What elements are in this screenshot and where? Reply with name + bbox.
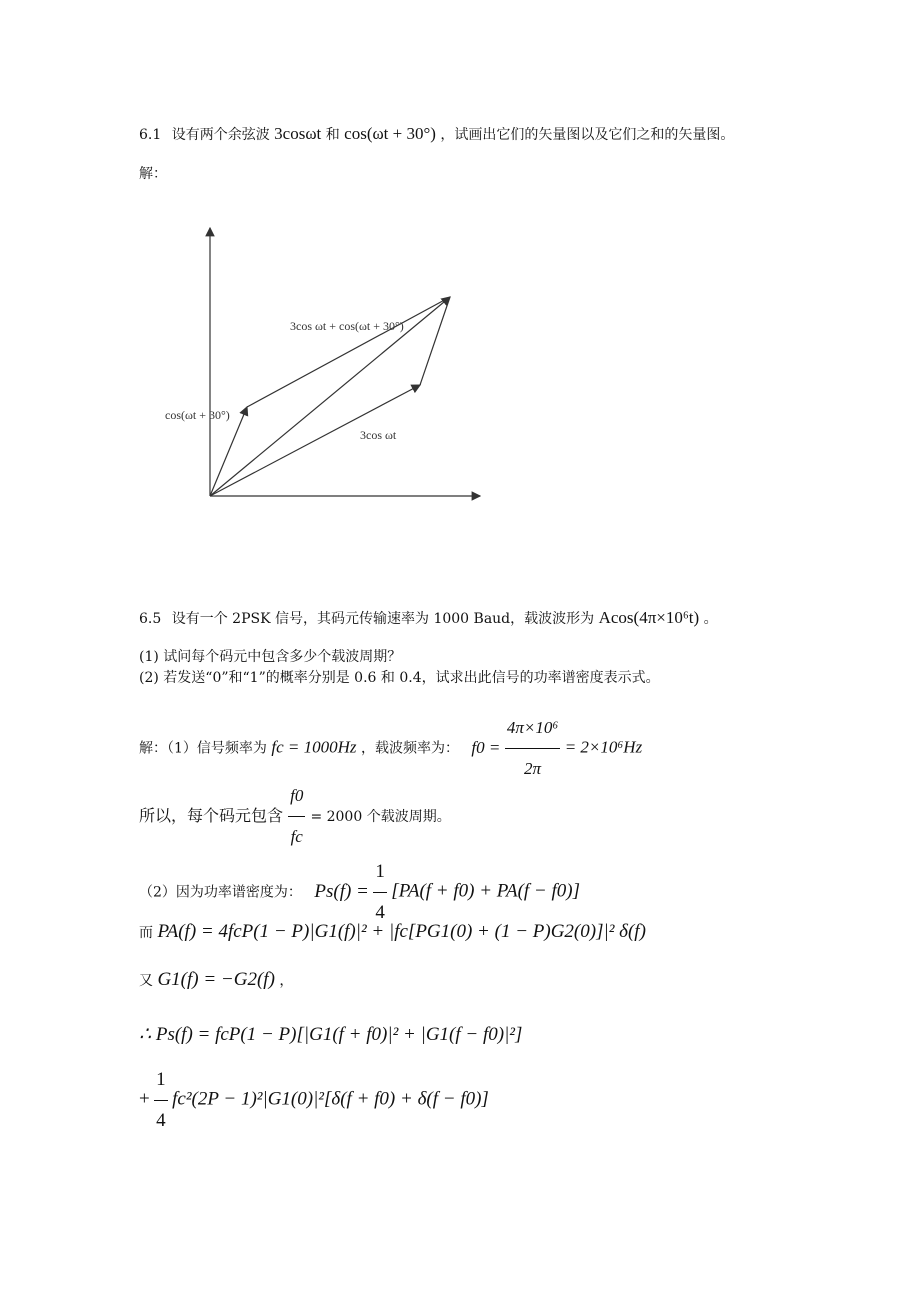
fraction-numerator: 1 xyxy=(154,1060,168,1101)
solution-text: 所以，每个码元包含 xyxy=(139,806,284,825)
fraction-quarter xyxy=(154,1060,168,1141)
solution-line-5 xyxy=(139,968,293,993)
problem-text: 设有两个余弦波 xyxy=(171,127,270,143)
problem-text: ，试画出它们的矢量图以及它们之和的矢量图。 xyxy=(440,127,735,143)
solution-text: （2）因为功率谱密度为： xyxy=(139,884,302,901)
fraction-f0-fc xyxy=(288,776,305,857)
parallelogram-side xyxy=(247,297,450,407)
math-term-a: 3cosωt xyxy=(274,124,322,143)
solution-line-2 xyxy=(139,776,451,857)
math-ps-result-2: fc²(2P − 1)²|G1(0)|²[δ(f + f0) + δ(f − f0)] xyxy=(172,1088,489,1110)
question-1: (1) 试问每个码元中包含多少个载波周期？ xyxy=(139,649,402,665)
math-f0-lhs: f0 = xyxy=(471,737,501,757)
problem-6-5-line xyxy=(139,608,718,629)
problem-text: 。 xyxy=(703,611,718,627)
math-ps-rhs: [PA(f + f0) + PA(f − f0)] xyxy=(391,880,580,902)
math-ps-result-1: ∴ Ps(f) = fcP(1 − P)[|G1(f + f0)|² + |G1(f − f0)|²] xyxy=(139,1024,523,1045)
problem-text: 和 xyxy=(325,127,340,143)
math-term-b: cos(ωt + 30°) xyxy=(344,124,436,143)
math-g-relation: G1(f) = −G2(f) xyxy=(157,969,275,990)
problem-6-1-line xyxy=(139,124,734,145)
fraction-f0 xyxy=(505,708,560,789)
fraction-numerator: 4π×10⁶ xyxy=(505,708,560,749)
solution-line-7 xyxy=(139,1060,489,1141)
fraction-denominator: fc xyxy=(290,827,303,846)
solution-text: ， xyxy=(279,973,294,989)
fraction-denominator: 4 xyxy=(156,1110,166,1131)
solution-line-6 xyxy=(139,1022,522,1049)
solution-text: 又 xyxy=(139,973,153,989)
problem-text: 设有一个 2PSK 信号，其码元传输速率为 1000 Baud，载波波形为 xyxy=(171,611,595,627)
problem-number: 6.5 xyxy=(139,611,162,627)
solution-text: = 2000 个载波周期。 xyxy=(310,809,451,825)
label-a: 3cos ωt xyxy=(360,428,397,442)
math-fc: fc = 1000Hz xyxy=(271,737,357,757)
solution-text: ，载波频率为： xyxy=(360,740,459,757)
solution-label: 解： xyxy=(139,166,167,182)
math-f0-rhs: = 2×10⁶Hz xyxy=(564,737,643,757)
question-2: (2) 若发送“0”和“1”的概率分别是 0.6 和 0.4，试求出此信号的功率谱密度表示式。 xyxy=(139,670,660,686)
fraction-denominator: 2π xyxy=(524,759,542,778)
math-ps-lhs: Ps(f) = xyxy=(314,880,369,902)
label-b: cos(ωt + 30°) xyxy=(165,408,230,422)
fraction-numerator: f0 xyxy=(288,776,305,817)
solution-text: 解：（1）信号频率为 xyxy=(139,740,267,757)
solution-line-4 xyxy=(139,920,646,945)
math-pa: PA(f) = 4fcP(1 − P)|G1(f)|² + |fc[PG1(0) + (1 − P)G2(0)]|² δ(f) xyxy=(157,921,646,942)
math-carrier: Acos(4π×10⁶t) xyxy=(598,608,700,627)
fraction-denominator: 4 xyxy=(375,902,385,923)
vector-diagram xyxy=(0,220,920,550)
fraction-numerator: 1 xyxy=(373,852,387,893)
math-plus: + xyxy=(139,1088,150,1110)
label-sum: 3cos ωt + cos(ωt + 30°) xyxy=(290,319,404,333)
solution-text: 而 xyxy=(139,925,153,941)
problem-number: 6.1 xyxy=(139,127,162,143)
